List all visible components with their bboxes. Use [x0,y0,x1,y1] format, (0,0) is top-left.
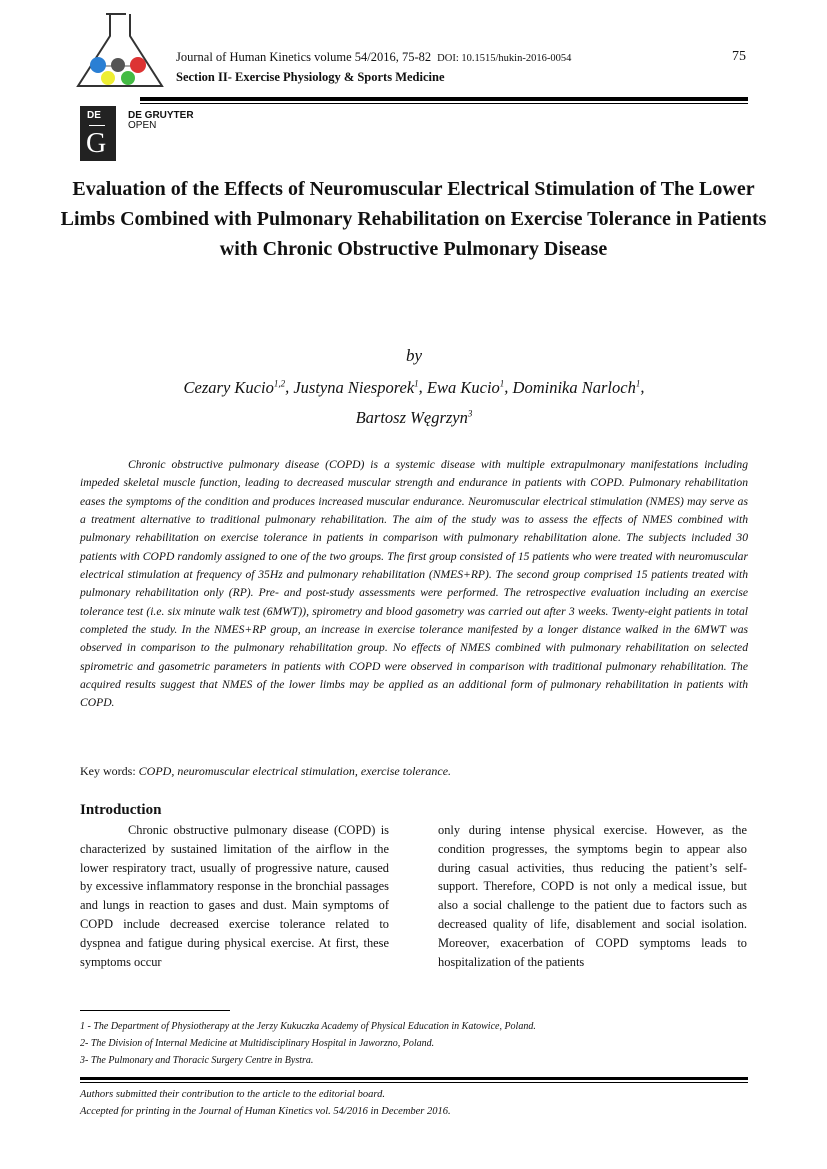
editorial-note: Authors submitted their contribution to the article to the editorial board. [80,1089,385,1100]
page-number: 75 [732,49,746,64]
author-list: Cezary Kucio$^{1,2}$, Justyna Niesporek$^1$, Ewa Kucio$^1$, Dominika Narloch$^1$, Bartosz Węgrzyn$^3$ [183,377,645,427]
body-column-left: Chronic obstructive pulmonary disease (COPD) is characterized by sustained limitation of the airflow in the lower respiratory tract, usually of progressive nature, caused by excessive inflammatory response in the bronchial passages and lungs in reaction to gases and dust. Main symptoms of COPD include decreased exercise tolerance related to dyspnea and fatigue during physical exercise. At first, these symptoms occur [80,823,389,969]
article-title: Evaluation of the Effects of Neuromuscular Electrical Stimulation of The Lower Limbs Combined with Pulmonary Rehabilitation on Exercise Tolerance in Patients with Chronic Obstructive Pulmonary Disease [60,178,767,260]
author: Ewa Kucio$^1$ [426,377,505,397]
by-label: by [405,346,423,365]
author: Bartosz Węgrzyn$^3$ [355,408,473,427]
section-label: Section II- Exercise Physiology & Sports Medicine [176,70,445,84]
logo-g: G [86,128,107,159]
journal-citation [176,50,571,65]
logo-de: DE [87,110,101,121]
body-column-right: only during intense physical exercise. However, as the condition progresses, the symptoms begin to appear also during casual activities, thus reducing the patient’s self-support. Therefore, COPD is not only a medical issue, but also a social challenge to the patient due to factors such as decreased quality of life, disablement and social isolation. Moreover, exacerbation of COPD symptoms leads to hospitalization of the patients [438,823,747,969]
author: Dominika Narloch$^1$ [512,377,641,397]
keywords-text: COPD, neuromuscular electrical stimulation, exercise tolerance. [138,764,452,778]
publisher-sub: OPEN [128,120,157,131]
section-heading: Introduction [80,802,162,818]
publisher-name [128,111,194,131]
footnote: 3- The Pulmonary and Thoracic Surgery Centre in Bystra. [80,1055,314,1066]
abstract: Chronic obstructive pulmonary disease (COPD) is a systemic disease with multiple extrapulmonary manifestations including impeded skeletal muscle function, leading to decreased muscular strength and endurance in patients with COPD. Pulmonary rehabilitation eases the symptoms of the condition and produces increased muscular endurance. Neuromuscular electrical stimulation (NMES) may serve as a treatment alternative to traditional pulmonary rehabilitation. The aim of the study was to assess the effects of NMES combined with pulmonary rehabilitation on exercise tolerance in patients in comparison with pulmonary rehabilitation alone. The subjects included 30 patients with COPD randomly assigned to one of the two groups. The first group consisted of 15 patients who were treated with neuromuscular electrical stimulation at frequency of 35Hz and pulmonary rehabilitation (NMES+RP). The second group comprised 15 patients treated with pulmonary rehabilitation only (RP). Pre- and post-study assessments were performed. The retrospective evaluation including an exercise tolerance test (i.e. six minute walk test (6MWT)), spirometry and blood gasometry was carried out after 3 weeks. Twenty-eight patients in total completed the study. In the NMES+RP group, an increase in exercise tolerance manifested by a longer distance walked in the 6MWT was observed in comparison to the pulmonary rehabilitation group. No effects of NMES combined with pulmonary rehabilitation on selected spirometric and gasometric parameters in patients with COPD were observed in comparison with traditional pulmonary rehabilitation. The acquired results suggest that NMES of the lower limbs may be applied as an additional form of pulmonary rehabilitation in patients with COPD. [80,458,748,710]
journal-name: Journal of Human Kinetics volume 54/2016, 75-82 [176,50,432,64]
footnote: 1 - The Department of Physiotherapy at the Jerzy Kukuczka Academy of Physical Education in Katowice, Poland. [80,1021,536,1032]
publisher-title: DE GRUYTER [128,110,194,121]
footnote-rule [80,1010,230,1011]
editorial-note: Accepted for printing in the Journal of Human Kinetics vol. 54/2016 in December 2016. [80,1106,451,1117]
doi: DOI: 10.1515/hukin-2016-0054 [437,53,572,64]
keywords-label: Key words: [80,764,136,778]
footnote: 2- The Division of Internal Medicine at Multidisciplinary Hospital in Jaworzno, Poland. [80,1038,435,1049]
header-rule [140,97,748,101]
keywords [80,764,748,779]
author: Cezary Kucio$^{1,2}$ [183,377,286,397]
degruyter-logo [80,106,116,161]
journal-flask-logo [74,12,166,92]
author: Justyna Niesporek$^1$ [293,377,419,397]
footer-rule [80,1077,748,1080]
header-rule-thin [140,103,748,104]
footer-rule-thin [80,1082,748,1083]
